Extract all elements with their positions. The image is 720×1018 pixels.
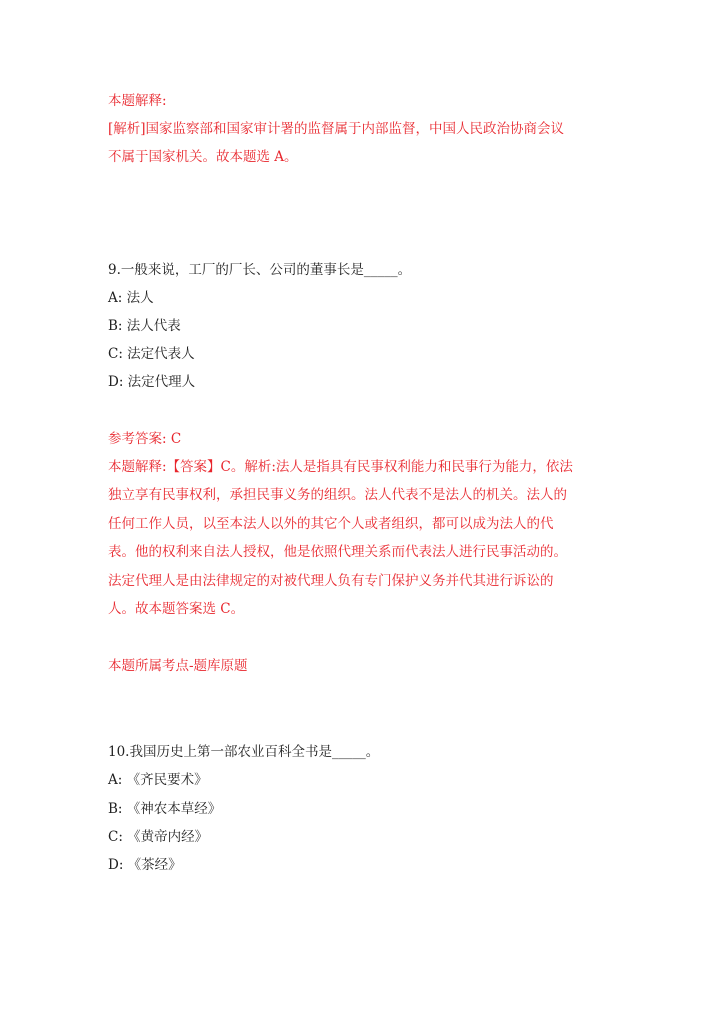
explanation-line: 本题解释:【答案】C。解析:法人是指具有民事权利能力和民事行为能力，依法 [108, 459, 573, 475]
explanation-line: 独立享有民事权利，承担民事义务的组织。法人代表不是法人的机关。法人的 [108, 487, 567, 503]
explanation-line: 不属于国家机关。故本题选 A。 [108, 149, 298, 165]
explanation-label: 本题解释: [108, 93, 167, 109]
option-c: C: 《黄帝内经》 [108, 829, 209, 845]
explanation-line: [解析]国家监察部和国家审计署的监督属于内部监督，中国人民政治协商会议 [108, 121, 565, 137]
option-c: C: 法定代表人 [108, 346, 195, 362]
explanation-line: 表。他的权利来自法人授权，他是依照代理关系而代表法人进行民事活动的。 [108, 544, 567, 560]
option-b: B: 法人代表 [108, 318, 181, 334]
option-d: D: 《茶经》 [108, 857, 182, 873]
option-b: B: 《神农本草经》 [108, 801, 222, 817]
option-a: A: 《齐民要术》 [108, 772, 208, 788]
question-stem: 9.一般来说，工厂的厂长、公司的董事长是_____。 [108, 262, 412, 278]
explanation-line: 法定代理人是由法律规定的对被代理人负有专门保护义务并代其进行诉讼的 [108, 573, 554, 589]
option-a: A: 法人 [108, 290, 154, 306]
question-source: 本题所属考点-题库原题 [108, 658, 248, 674]
explanation-line: 人。故本题答案选 C。 [108, 601, 245, 617]
reference-answer: 参考答案: C [108, 431, 182, 447]
option-d: D: 法定代理人 [108, 374, 196, 390]
explanation-line: 任何工作人员，以至本法人以外的其它个人或者组织，都可以成为法人的代 [108, 516, 554, 532]
question-stem: 10.我国历史上第一部农业百科全书是_____。 [108, 744, 380, 760]
